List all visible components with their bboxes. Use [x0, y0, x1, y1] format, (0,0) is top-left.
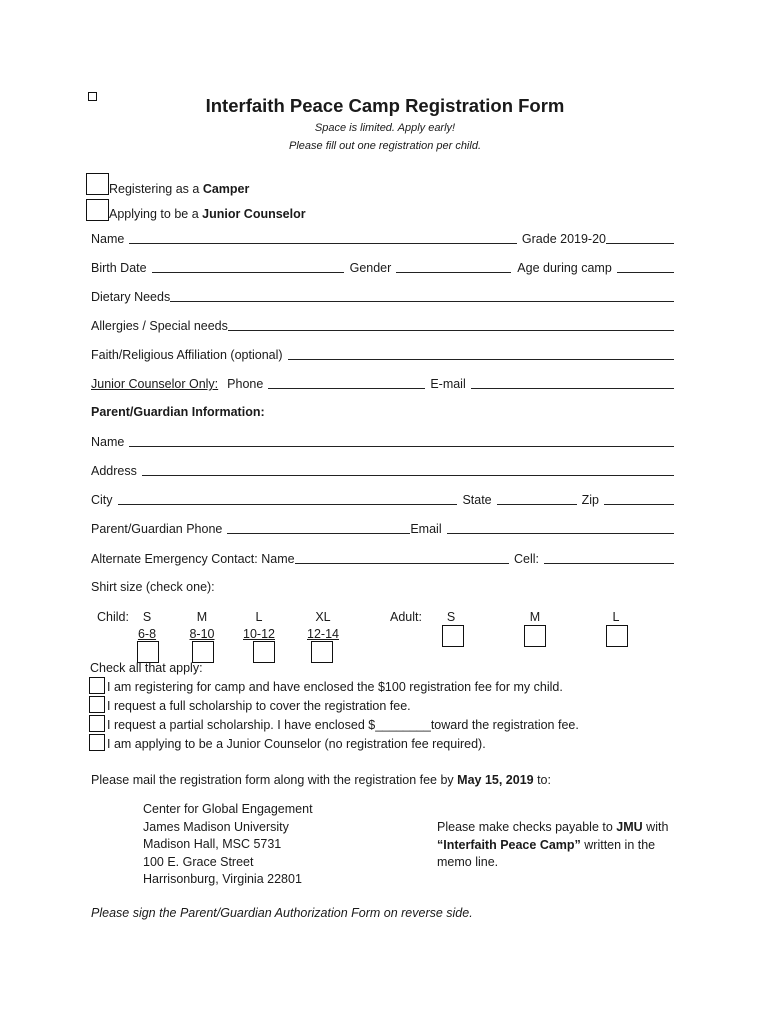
parent-phone-row [91, 520, 674, 536]
checklist-checkbox-4[interactable] [89, 734, 105, 751]
page-title: Interfaith Peace Camp Registration Form [205, 95, 565, 116]
adult-s-checkbox[interactable] [442, 625, 464, 647]
city-state-zip-row [91, 491, 674, 507]
adult-m-checkbox[interactable] [524, 625, 546, 647]
child-l-checkbox[interactable] [253, 641, 275, 663]
grade-field[interactable] [606, 242, 674, 244]
cell-label: Cell: [513, 552, 539, 566]
child-xl-checkbox[interactable] [311, 641, 333, 663]
address-line: Center for Global Engagement [143, 802, 313, 816]
dietary-label: Dietary Needs [91, 290, 171, 304]
checklist-checkbox-1[interactable] [89, 677, 105, 694]
address-line: 100 E. Grace Street [143, 854, 254, 869]
parent-address-row [91, 462, 674, 478]
faith-label: Faith/Religious Affiliation (optional) [91, 348, 283, 362]
adult-label: Adult: [390, 610, 422, 624]
adult-size-m: M [529, 610, 541, 624]
birth-date-field[interactable] [152, 271, 344, 273]
parent-phone-label: Parent/Guardian Phone [91, 522, 223, 536]
junior-counselor-contact-row [91, 375, 674, 391]
zip-field[interactable] [604, 503, 674, 505]
state-label: State [462, 493, 492, 507]
dietary-row [91, 288, 674, 304]
parent-address-field[interactable] [142, 474, 674, 476]
parent-name-row [91, 433, 674, 449]
checklist-checkbox-2[interactable] [89, 696, 105, 713]
checklist-item-1: I am registering for camp and have enclosed the $100 registration fee for my child. [107, 680, 563, 694]
name-field[interactable] [129, 242, 517, 244]
child-size-xl: XL [315, 610, 331, 624]
jc-email-label: E-mail [430, 377, 466, 391]
child-size-s: S [142, 610, 152, 624]
checklist-item-2: I request a full scholarship to cover the registration fee. [107, 699, 411, 713]
parent-name-label: Name [91, 435, 125, 449]
alternate-contact-label: Alternate Emergency Contact: Name [91, 552, 295, 566]
birth-date-label: Birth Date [91, 261, 147, 275]
checklist-item-3: I request a partial scholarship. I have enclosed $________toward the registration fee. [107, 718, 579, 732]
address-line: James Madison University [143, 819, 289, 834]
allergies-row [91, 317, 674, 333]
zip-label: Zip [581, 493, 599, 507]
camper-checkbox[interactable] [86, 173, 109, 195]
adult-l-checkbox[interactable] [606, 625, 628, 647]
faith-row [91, 346, 674, 362]
junior-counselor-option-label: Applying to be a Junior Counselor [109, 207, 306, 221]
gender-label: Gender [349, 261, 392, 275]
state-field[interactable] [497, 503, 577, 505]
child-label: Child: [97, 610, 129, 624]
reverse-side-note: Please sign the Parent/Guardian Authorization Form on reverse side. [91, 906, 473, 920]
camper-name-row [91, 230, 674, 246]
alternate-contact-row [91, 550, 674, 566]
adult-size-s: S [446, 610, 456, 624]
checklist-heading: Check all that apply: [90, 661, 203, 675]
gender-field[interactable] [396, 271, 511, 273]
adult-size-l: L [612, 610, 620, 624]
grade-label: Grade 2019-20 [521, 232, 606, 246]
age-label: Age during camp [517, 261, 612, 275]
subtitle-space-limited: Space is limited. Apply early! [314, 122, 456, 134]
child-s-checkbox[interactable] [137, 641, 159, 663]
checklist-checkbox-3[interactable] [89, 715, 105, 732]
mailing-instruction: Please mail the registration form along with the registration fee by May 15, 2019 to: [91, 773, 551, 787]
city-field[interactable] [118, 503, 458, 505]
address-line: Madison Hall, MSC 5731 [143, 837, 282, 851]
dietary-field[interactable] [170, 300, 674, 302]
child-range-l: 10-12 [243, 627, 275, 641]
parent-name-field[interactable] [129, 445, 674, 447]
alternate-contact-field[interactable] [295, 562, 509, 564]
jc-phone-label: Phone [227, 377, 264, 391]
jc-email-field[interactable] [471, 387, 674, 389]
check-payable-note: Please make checks payable to JMU with “Interfaith Peace Camp” written in the memo line. [437, 820, 669, 869]
allergies-field[interactable] [228, 329, 674, 331]
checklist-item-4: I am applying to be a Junior Counselor (no registration fee required). [107, 737, 486, 751]
mailing-address [143, 801, 313, 889]
child-size-l: L [255, 610, 263, 624]
child-range-s: 6-8 [137, 627, 157, 641]
birth-row [91, 259, 674, 275]
junior-counselor-checkbox[interactable] [86, 199, 109, 221]
child-range-m: 8-10 [189, 627, 215, 641]
name-label: Name [91, 232, 125, 246]
child-range-xl: 12-14 [307, 627, 339, 641]
allergies-label: Allergies / Special needs [91, 319, 228, 333]
subtitle-one-per-child: Please fill out one registration per child. [289, 140, 481, 152]
child-m-checkbox[interactable] [192, 641, 214, 663]
cell-field[interactable] [544, 562, 674, 564]
faith-field[interactable] [288, 358, 674, 360]
parent-email-field[interactable] [447, 532, 674, 534]
camper-option-label: Registering as a Camper [109, 182, 250, 196]
city-label: City [91, 493, 113, 507]
shirt-size-prompt: Shirt size (check one): [91, 580, 215, 594]
age-field[interactable] [617, 271, 674, 273]
child-size-m: M [196, 610, 208, 624]
deadline-date: May 15, 2019 [457, 773, 534, 787]
parent-phone-field[interactable] [227, 532, 410, 534]
junior-counselor-only-label: Junior Counselor Only: [91, 377, 219, 391]
address-line: Harrisonburg, Virginia 22801 [143, 872, 302, 886]
jc-phone-field[interactable] [268, 387, 425, 389]
parent-address-label: Address [91, 464, 137, 478]
parent-email-label: Email [410, 522, 442, 536]
parent-guardian-heading: Parent/Guardian Information: [91, 405, 265, 419]
